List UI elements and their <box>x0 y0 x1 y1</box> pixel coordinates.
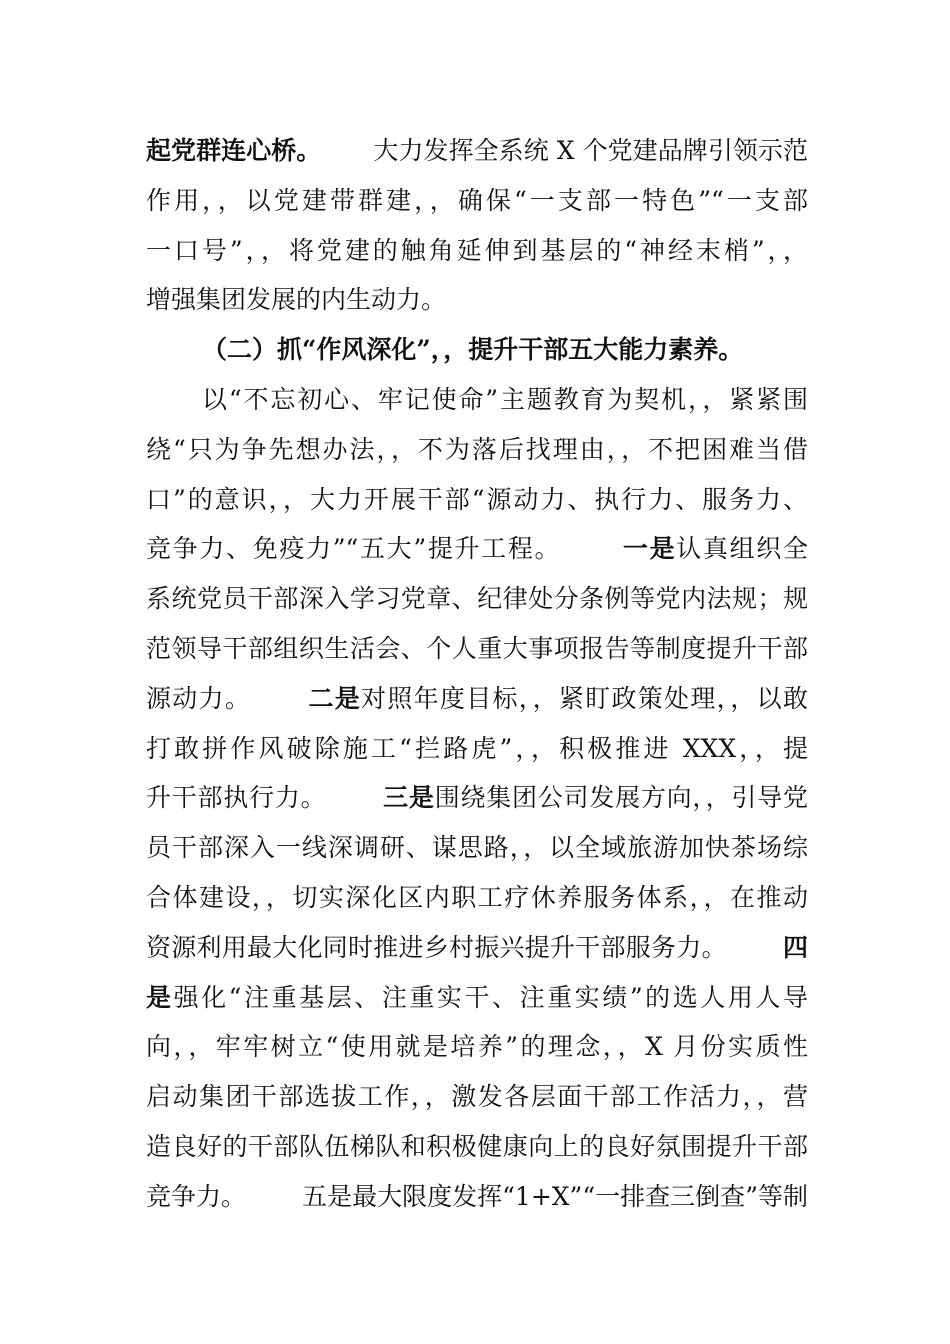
text-segment: 强化“注重基层、注重实干、注重实绩”的选人用人导 <box>173 982 808 1012</box>
text-line <box>146 375 808 425</box>
text-segment: 资源利用最大化同时推进乡村振兴提升干部服务力。 <box>146 932 727 962</box>
text-line <box>146 923 808 973</box>
text-segment: 源动力。 <box>146 683 252 713</box>
text-segment: 认真组织全 <box>676 534 808 564</box>
bold-text-segment: 起党群连心桥。 <box>146 136 322 165</box>
bold-text-segment: （二）抓“作风深化”，，提升干部五大能力素养。 <box>202 335 744 365</box>
text-segment: 启动集团干部选拔工作，，激发各层面干部工作活力，，营 <box>146 1082 808 1112</box>
text-line <box>146 973 808 1023</box>
text-segment: 升干部执行力。 <box>146 783 327 813</box>
bold-text-segment: 三是 <box>382 783 435 813</box>
text-segment: 向，，牢牢树立“使用就是培养”的理念，，X 月份实质性 <box>146 1032 808 1062</box>
text-line <box>146 873 808 923</box>
text-segment: 竞争力、免疫力”“五大”提升工程。 <box>146 534 562 564</box>
text-line <box>146 524 808 574</box>
text-line <box>146 674 808 724</box>
text-line <box>146 126 808 176</box>
text-segment: 以“不忘初心、牢记使命”主题教育为契机，，紧紧围 <box>202 384 808 414</box>
text-line <box>146 724 808 774</box>
text-line <box>146 176 808 226</box>
text-segment: 绕“只为争先想办法，，不为落后找理由，，不把困难当借 <box>146 434 808 464</box>
text-line <box>146 624 808 674</box>
text-segment: 范领导干部组织生活会、个人重大事项报告等制度提升干部 <box>146 633 808 663</box>
text-segment: 打敢拼作风破除施工“拦路虎”，，积极推进 XXX，，提 <box>146 733 808 763</box>
text-line <box>146 475 808 525</box>
text-line <box>146 1122 808 1172</box>
text-segment: 口”的意识，，大力开展干部“源动力、执行力、服务力、 <box>146 484 808 514</box>
text-segment: 竞争力。 <box>146 1181 247 1211</box>
bold-text-segment: 四 <box>782 932 808 962</box>
text-line <box>146 275 808 325</box>
document-page <box>146 126 808 1222</box>
text-segment: 增强集团发展的内生动力。 <box>146 285 447 315</box>
text-segment: 员干部深入一线深调研、谋思路，，以全域旅游加快茶场综 <box>146 833 808 863</box>
text-segment: 作用，，以党建带群建，，确保“一支部一特色”“一支部 <box>146 185 808 215</box>
text-segment: 对照年度目标，，紧盯政策处理，，以敢 <box>361 683 808 713</box>
text-segment: 一口号”，，将党建的触角延伸到基层的“神经末梢”，， <box>146 235 808 265</box>
text-line <box>146 574 808 624</box>
text-line <box>146 325 808 375</box>
text-segment: 五是最大限度发挥“1+X”“一排查三倒查”等制 <box>302 1181 808 1211</box>
text-segment: 围绕集团公司发展方向，，引导党 <box>434 783 808 813</box>
text-line <box>146 1072 808 1122</box>
text-line <box>146 226 808 276</box>
text-segment: 系统党员干部深入学习党章、纪律处分条例等党内法规；规 <box>146 584 808 614</box>
bold-text-segment: 一是 <box>621 534 677 564</box>
bold-text-segment: 二是 <box>307 683 362 713</box>
text-segment: 合体建设，，切实深化区内职工疗休养服务体系，，在推动 <box>146 882 808 912</box>
text-segment: 造良好的干部队伍梯队和积极健康向上的良好氛围提升干部 <box>146 1131 808 1161</box>
text-line <box>146 1022 808 1072</box>
text-line <box>146 425 808 475</box>
bold-text-segment: 是 <box>146 982 174 1012</box>
text-line <box>146 823 808 873</box>
text-line <box>146 1172 808 1222</box>
text-line <box>146 773 808 823</box>
text-segment: 大力发挥全系统 X 个党建品牌引领示范 <box>373 136 808 165</box>
